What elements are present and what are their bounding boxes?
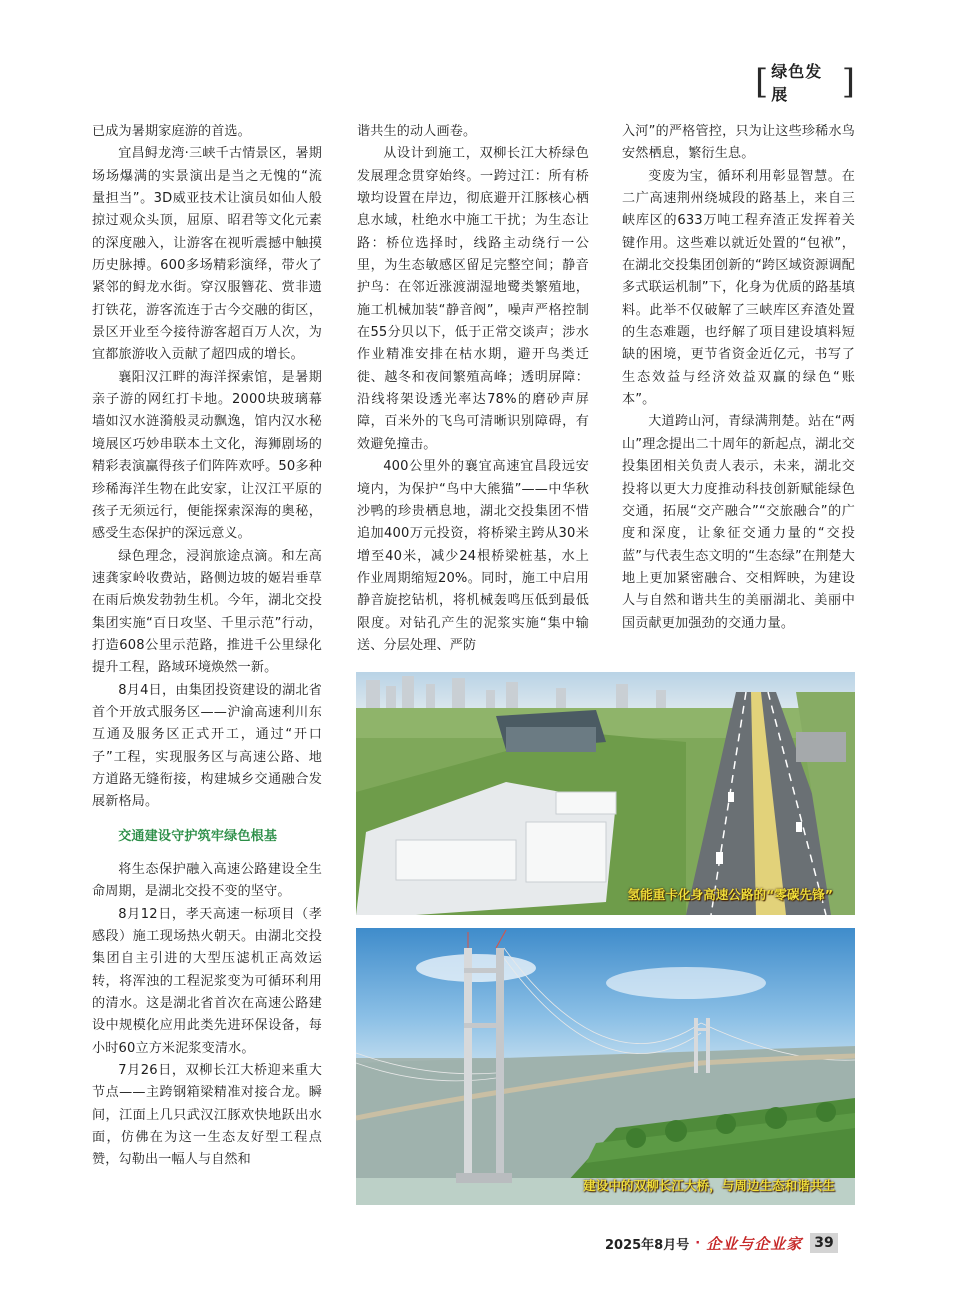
page-number: 39 — [810, 1233, 837, 1253]
photo-caption: 建设中的双柳长江大桥，与周边生态和谐共生 — [583, 1178, 835, 1193]
paragraph: 将生态保护融入高速公路建设全生命周期，是湖北交投不变的坚守。 — [92, 862, 322, 900]
paragraph: 7月26日，双柳长江大桥迎来重大节点——主跨钢箱梁精准对接合龙。瞬间，江面上几只武汉江豚欢快地跃出水面，仿佛在为这一生态友好型工程点赞，勾勒出一幅人与自然和 — [92, 1063, 322, 1168]
bridge-illustration — [356, 928, 855, 1205]
paragraph: 8月4日，由集团投资建设的湖北省首个开放式服务区——沪渝高速利川东互通及服务区正式开工，通过“开口子”工程，实现服务区与高速公路、地方道路无缝衔接，构建城乡交通融合发展新格局。 — [92, 682, 322, 810]
service-area-illustration — [356, 672, 855, 915]
paragraph: 8月12日，孝天高速一标项目（孝感段）施工现场热火朝天。由湖北交投集团自主引进的大型压滤机正高效运转，将浑浊的工程泥浆变为可循环利用的清水。这是湖北省首次在高速公路建设中规模化应用此类先进环保设备，每小时60立方米泥浆变清水。 — [92, 906, 322, 1056]
issue-date: 2025年8月号 — [605, 1237, 690, 1253]
photo-caption: 氢能重卡化身高速公路的“零碳先锋” — [627, 887, 833, 902]
subheading: 交通建设守护筑牢绿色根基 — [118, 828, 278, 844]
paragraph: 宜昌鲟龙湾·三峡千古情景区，暑期场场爆满的实景演出是当之无愧的“流量担当”。3D威亚技术让演员如仙人般掠过观众头顶，屈原、昭君等文化元素的深度融入，让游客在视听震撼中触摸历史脉搏。600多场精彩演绎，带火了紧邻的鲟龙水街。穿汉服簪花、赏非遗打铁花，游客流连于古今交融的街区，景区开业至今接待游客超百万人次，为宜都旅游收入贡献了超四成的增长。 — [92, 146, 322, 363]
column-2 — [357, 121, 589, 657]
paragraph: 大道跨山河，青绿满荆楚。站在“两山”理念提出二十周年的新起点，湖北交投集团相关负责人表示，未来，湖北交投将以更大力度推动科技创新赋能绿色交通，拓展“交产融合”“交旅融合”的广度和深度，让象征交通力量的“交投蓝”与代表生态文明的“生态绿”在荆楚大地上更加紧密融合、交相辉映，为建设人与自然和谐共生的美丽湖北、美丽中国贡献更加强劲的交通力量。 — [622, 414, 855, 631]
bracket-right-icon: ] — [841, 62, 855, 102]
section-tag — [755, 62, 855, 102]
paragraph: 400公里外的襄宜高速宜昌段远安境内，为保护“鸟中大熊猫”——中华秋沙鸭的珍贵栖息地，湖北交投集团不惜追加400万元投资，将桥梁主跨从30米增至40米，减少24根桥梁桩基，水上作业周期缩短20%。同时，施工中启用静音旋挖钻机，将机械轰鸣压低到最低限度。对钻孔产生的泥浆实施“集中输送、分层处理、严防 — [357, 459, 589, 653]
separator-dot-icon: · — [695, 1235, 701, 1251]
paragraph: 变废为宝，循环利用彰显智慧。在二广高速荆州绕城段的路基上，来自三峡库区的633万吨工程弃渣正发挥着关键作用。这些难以就近处置的“包袱”，在湖北交投集团创新的“跨区域资源调配多式联运机制”下，化身为优质的路基填料。此举不仅破解了三峡库区弃渣处置的生态难题，也纾解了项目建设填料短缺的困境，更节省资金近亿元，书写了生态效益与经济效益双赢的绿色“账本”。 — [622, 168, 855, 408]
photo-bridge — [356, 928, 855, 1205]
paragraph: 已成为暑期家庭游的首选。 — [92, 124, 251, 139]
column-3 — [622, 121, 855, 635]
section-title: 绿色发展 — [771, 62, 823, 104]
paragraph: 入河”的严格管控，只为让这些珍稀水鸟安然栖息，繁衍生息。 — [622, 124, 855, 162]
paragraph: 从设计到施工，双柳长江大桥绿色发展理念贯穿始终。一跨过江：所有桥墩均设置在岸边，彻底避开江豚核心栖息水域，杜绝水中施工干扰；为生态让路：桥位选择时，线路主动绕行一公里，为生态敏感区留足完整空间；静音护鸟：在邻近涨渡湖湿地鹭类繁殖地，施工机械加装“静音阀”，噪声严格控制在55分贝以下，低于正常交谈声；涉水作业精准安排在枯水期，避开鸟类迁徙、越冬和夜间繁殖高峰；透明屏障：沿线将架设透光率达78%的磨砂声屏障，百米外的飞鸟可清晰识别障碍，有效避免撞击。 — [357, 146, 589, 452]
paragraph: 谐共生的动人画卷。 — [357, 124, 477, 139]
magazine-name: 企业与企业家 — [706, 1234, 803, 1253]
bracket-left-icon: [ — [755, 62, 769, 102]
column-1 — [92, 121, 322, 1172]
paragraph: 襄阳汉江畔的海洋探索馆，是暑期亲子游的网红打卡地。2000块玻璃幕墙如汉水涟漪般灵动飘逸，馆内汉水秘境展区巧妙串联本土文化，海狮剧场的精彩表演赢得孩子们阵阵欢呼。50多种珍稀海洋生物在此安家，让汉江平原的孩子无须远行，便能探索深海的奥秘，感受生态保护的深远意义。 — [92, 369, 322, 542]
page-footer — [605, 1231, 838, 1255]
photo-service-area — [356, 672, 855, 915]
paragraph: 绿色理念，浸润旅途点滴。和左高速龚家岭收费站，路侧边坡的姬岩垂草在雨后焕发勃勃生机。今年，湖北交投集团实施“百日攻坚、千里示范”行动，打造608公里示范路，推进千公里绿化提升工程，路域环境焕然一新。 — [92, 548, 322, 676]
